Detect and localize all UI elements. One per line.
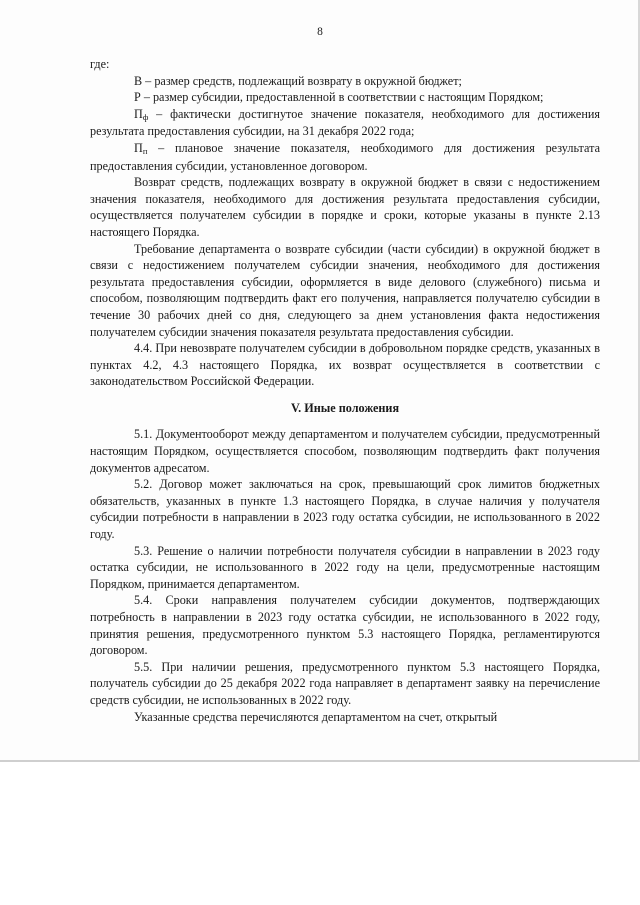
section-heading-other-provisions: V. Иные положения [290,400,400,415]
symbol-pf-subscript: ф [142,111,149,122]
paragraph-5-2: 5.2. Договор может заключаться на срок, превышающий срок лимитов бюджетных обязательств, указанных в пункте 1.3 настоящего Порядка, в случае наличия у получателя субсидии потребности в направлении в 2023 году остатка субсидии, не использованного в 2022 году. [90,477,600,542]
paragraph-funds-transfer: Указанные средства перечисляются департаментом на счет, открытый [134,709,498,724]
page-number: 8 [317,26,323,38]
symbol-pp: П [134,140,143,155]
definition-pp-text: – плановое значение показателя, необходимого для достижения результата предоставления субсидии, установленное договором. [90,140,600,173]
paragraph-definition-p: Р – размер субсидии, предоставленной в соответствии с настоящим Порядком; [134,90,544,105]
paragraph-5-1: 5.1. Документооборот между департаментом и получателем субсидии, предусмотренный настоящим Порядком, осуществляется способом, позволяющим подтвердить факт получения документов адресатом. [90,427,600,475]
paragraph-5-3: 5.3. Решение о наличии потребности получателя субсидии в направлении в 2023 году остатка субсидии, не использованного в 2022 году на цели, предусмотренные настоящим Порядком, принимается департаментом. [90,543,600,591]
paragraph-5-5: 5.5. При наличии решения, предусмотренного пунктом 5.3 настоящего Порядка, получатель субсидии до 25 декабря 2022 года направляет в департамент заявку на перечисление средств субсидии, не использованных в 2022 году. [90,659,600,707]
paragraph-definition-b: В – размер средств, подлежащий возврату в окружной бюджет; [134,73,462,88]
document-body [90,56,600,725]
paragraph-where: где: [90,57,110,71]
paragraph-4-4: 4.4. При невозврате получателем субсидии в добровольном порядке средств, указанных в пунктах 4.2, 4.3 настоящего Порядка, их возврат осуществляется в соответствии с законодательством Российской Федерации. [90,341,600,389]
definition-pf-text: – фактически достигнутое значение показателя, необходимого для достижения результата предоставления субсидии, на 31 декабря 2022 года; [90,106,600,139]
symbol-pp-subscript: п [142,145,148,156]
paragraph-definition-pp [90,140,600,174]
symbol-pf: П [134,106,143,121]
paragraph-return-funds: Возврат средств, подлежащих возврату в окружной бюджет в связи с недостижением значения показателя, необходимого для достижения результата предоставления субсидии, осуществляется получателем субсидии в порядке и сроки, которые указаны в пункте 2.13 настоящего Порядка. [90,175,600,239]
paragraph-definition-pf [90,106,600,140]
paragraph-department-demand: Требование департамента о возврате субсидии (части субсидии) в окружной бюджет в связи с недостижением получателем субсидии значения, необходимого для достижения результата предоставления субсидии, оформляется в виде делового (служебного) письма и способом, позволяющим подтвердить факт его получения, направляется получателю субсидии в течение 30 рабочих дней со дня, следующего за днем установления факта недостижения получателем субсидии значения показателя результата предоставления субсидии. [90,241,600,339]
paragraph-5-4: 5.4. Сроки направления получателем субсидии документов, подтверждающих потребность в направлении в 2023 году остатка субсидии, не использованного в 2022 году, принятия решения, предусмотренного пунктом 5.3 настоящего Порядка, регламентируются договором. [90,593,600,658]
